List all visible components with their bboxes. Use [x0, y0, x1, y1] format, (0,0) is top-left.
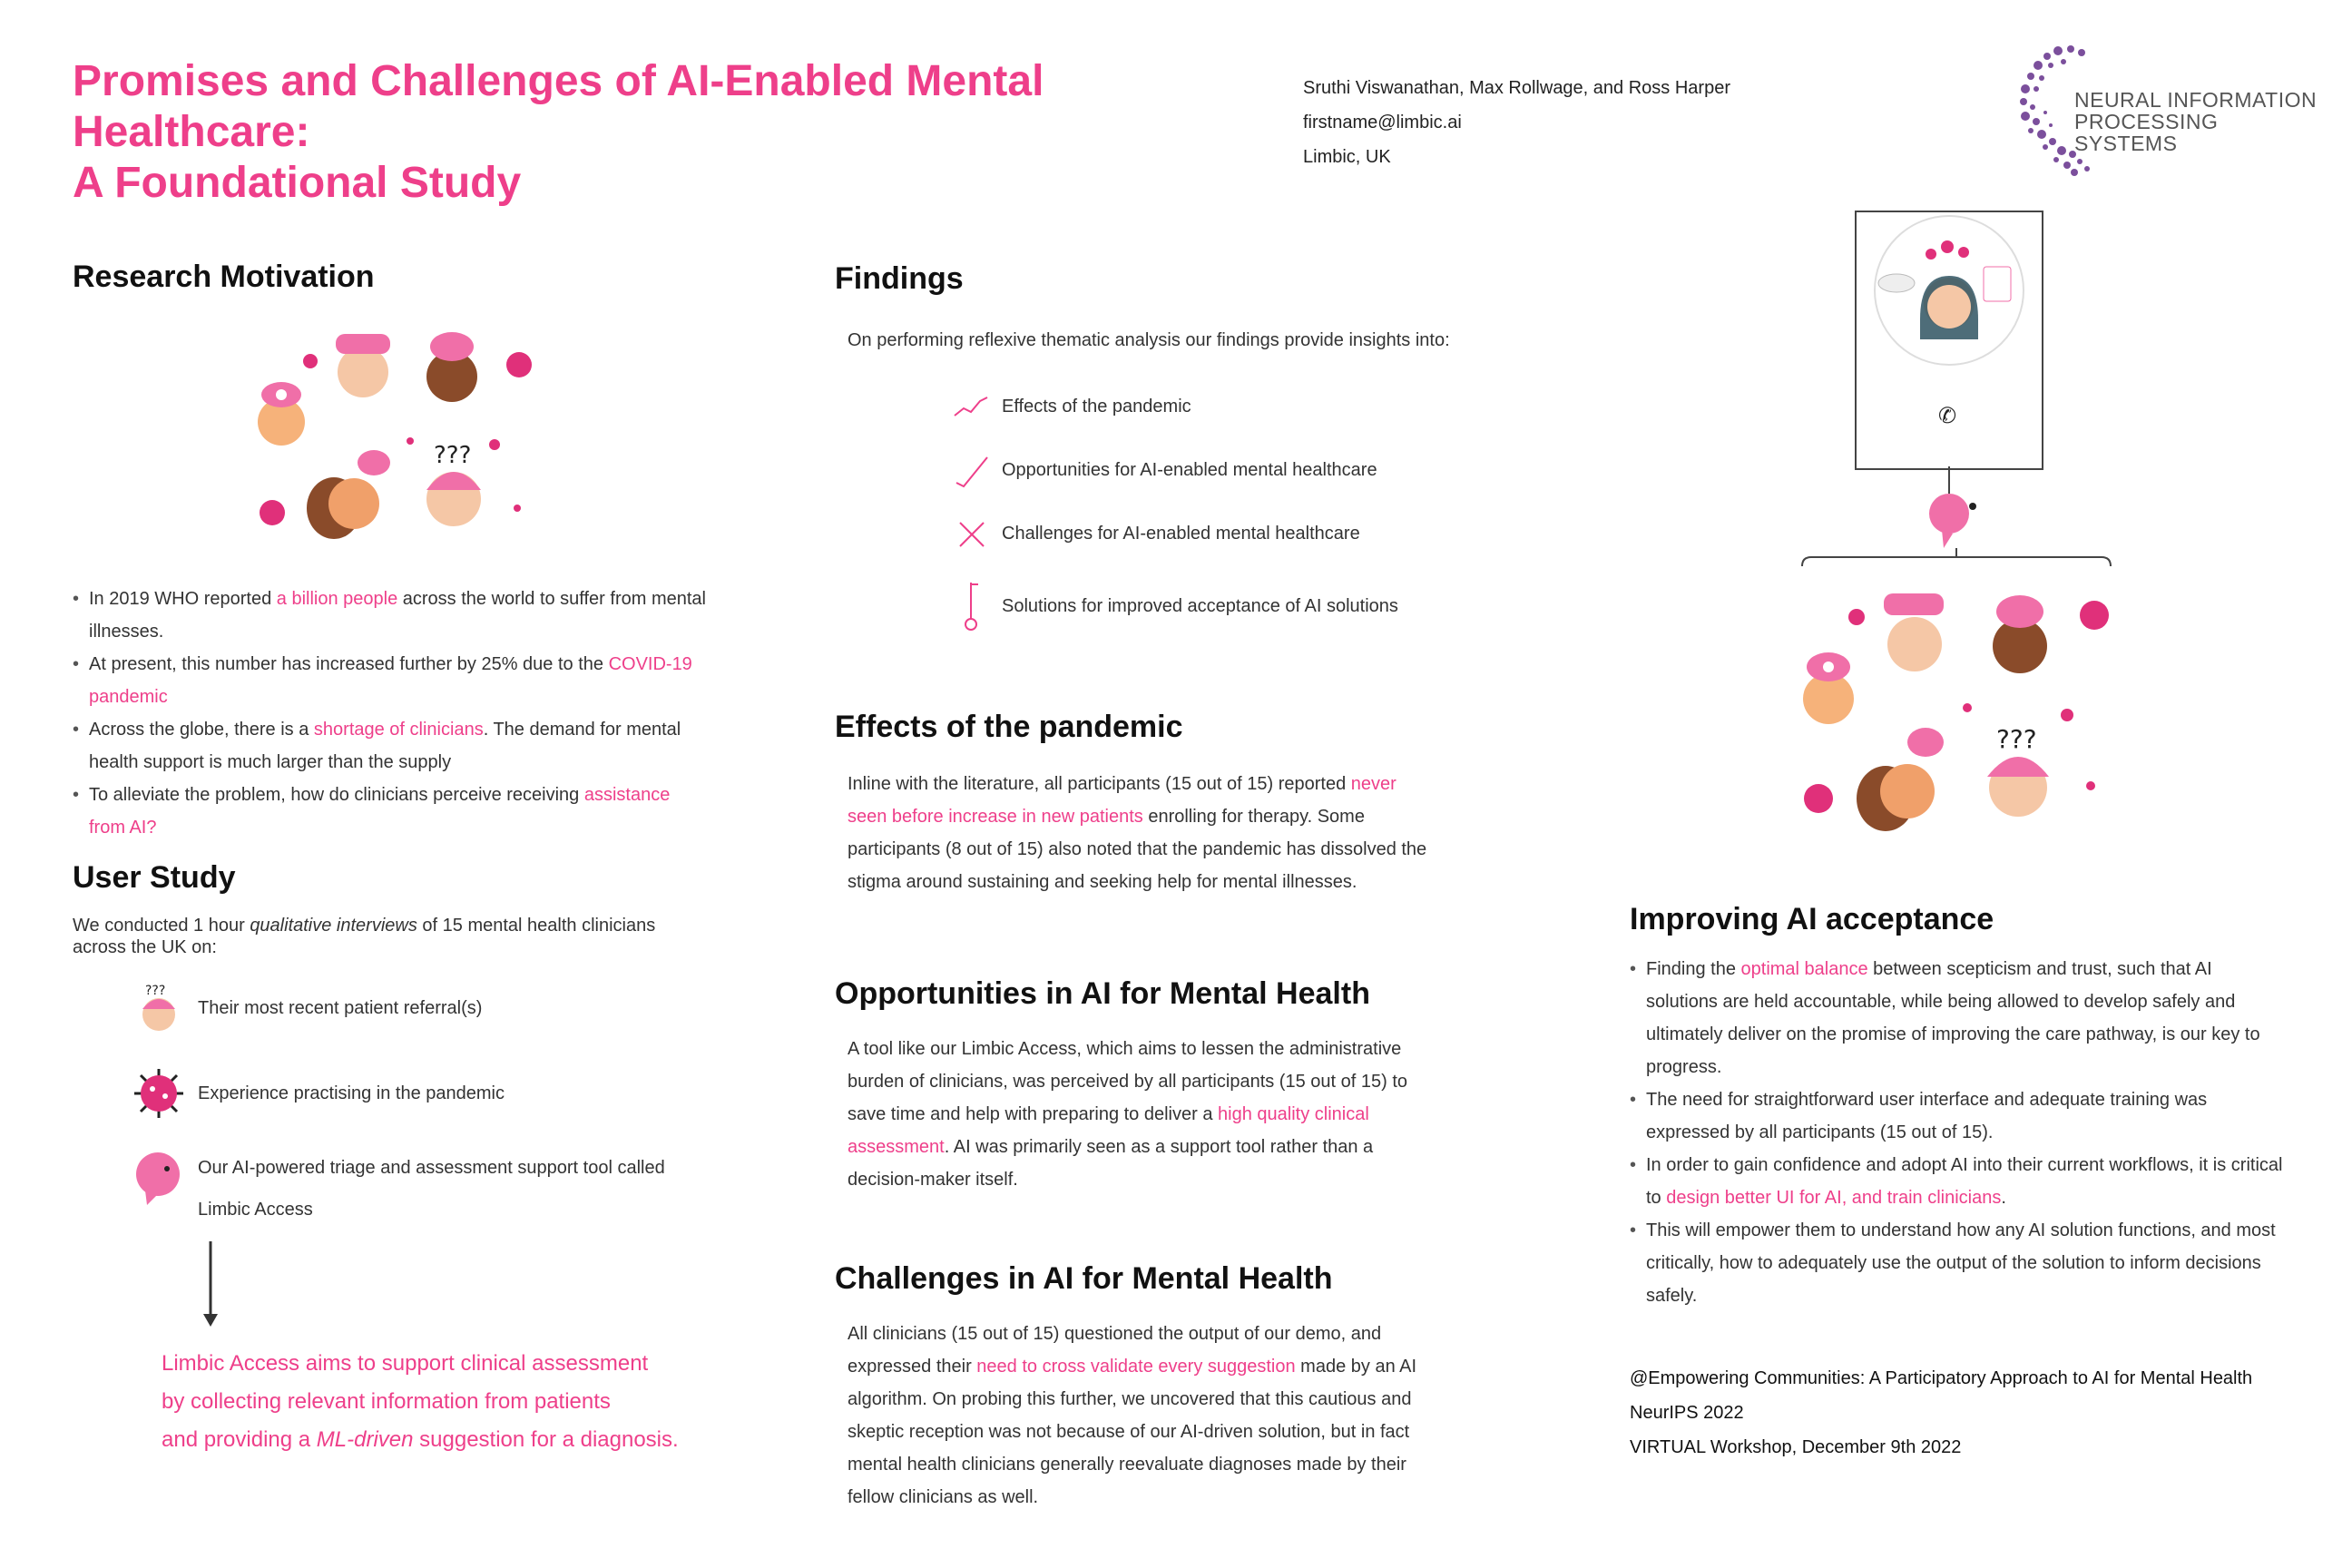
people-group-illustration-2 — [1779, 581, 2123, 835]
svg-text:???: ??? — [434, 442, 472, 469]
device-screen-art — [1857, 212, 2042, 468]
authors: Sruthi Viswanathan, Max Rollwage, and Ross Harper — [1303, 78, 1730, 98]
title-line-2: A Foundational Study — [73, 159, 522, 207]
bullet-4: • To alleviate the problem, how do clinicians perceive receiving assistance from AI? — [73, 779, 708, 844]
finding-3 — [953, 515, 1360, 552]
improving-heading: Improving AI acceptance — [1630, 902, 1994, 936]
workshop-footer — [1630, 1361, 2252, 1465]
finding-4-label: Solutions for improved acceptance of AI solutions — [1002, 595, 1398, 616]
effects-heading: Effects of the pandemic — [835, 710, 1183, 744]
improving-bullet-4: • This will empower them to understand how any AI solution functions, and most critically, how to adequately use the output of the solution to inform decisions safely. — [1630, 1214, 2283, 1312]
bullet-3: • Across the globe, there is a shortage of clinicians. The demand for mental health support is much larger than the supply — [73, 713, 708, 779]
key-icon — [953, 579, 989, 633]
challenges-body: All clinicians (15 out of 15) questioned the output of our demo, and expressed their need to cross validate every suggestion made by an AI algorithm. On probing this further, we uncovered that this cautious and skeptic reception was not because of our AI-driven solution, but in fact mental health clinicians generally reevaluate diagnoses made by their fellow clinicians as well. — [848, 1324, 1417, 1507]
findings-heading: Findings — [835, 261, 964, 296]
svg-text:???: ??? — [1996, 724, 2037, 754]
neurips-logo — [2014, 44, 2323, 180]
challenges-heading: Challenges in AI for Mental Health — [835, 1261, 1333, 1296]
improving-bullet-1: • Finding the optimal balance between scepticism and trust, such that AI solutions are held accountable, while being allowed to develop safely and ultimately deliver on the promise of improving the care pathway, is our key to progress. — [1630, 953, 2283, 1083]
people-group-illustration — [236, 327, 544, 554]
phone-device-illustration — [1855, 211, 2043, 470]
user-study-heading: User Study — [73, 860, 236, 895]
callout-line-2: by collecting relevant information from patients — [162, 1389, 611, 1414]
improving-bullet-3: • In order to gain confidence and adopt AI into their current workflows, it is critical to design better UI for AI, and train clinicians. — [1630, 1149, 2283, 1214]
limbic-access-callout — [162, 1345, 742, 1459]
person-head-a — [1803, 652, 1854, 724]
limbic-bot-icon — [1929, 494, 1969, 534]
affiliation: Limbic, UK — [1303, 147, 1391, 167]
footer-line-3: VIRTUAL Workshop, December 9th 2022 — [1630, 1437, 1962, 1457]
person-head-5 — [426, 442, 481, 526]
finding-3-label: Challenges for AI-enabled mental healthcare — [1002, 523, 1360, 544]
person-head-1 — [258, 382, 305, 446]
neurips-line-1: NEURAL INFORMATION — [2074, 88, 2318, 112]
svg-text:???: ??? — [145, 984, 166, 998]
user-study-item-1 — [127, 976, 482, 1040]
author-block — [1303, 71, 1730, 174]
user-study-item-2 — [127, 1062, 505, 1125]
footer-line-2: NeurIPS 2022 — [1630, 1403, 1744, 1423]
effects-body: Inline with the literature, all participants (15 out of 15) reported never seen before increase in new patients enrolling for therapy. Some participants (8 out of 15) also noted that the pandemic has dissolved the stigma around sustaining and seeking help for mental illnesses. — [848, 774, 1427, 892]
phone-icon: ✆ — [1938, 403, 1957, 428]
person-head-3 — [426, 332, 477, 402]
poster-title — [73, 56, 1289, 209]
user-study-item-3 — [127, 1147, 665, 1230]
callout-line-1: Limbic Access aims to support clinical assessment — [162, 1351, 649, 1376]
bullet-2: • At present, this number has increased further by 25% due to the COVID-19 pandemic — [73, 648, 708, 713]
person-head-c — [1993, 595, 2047, 673]
finding-1-label: Effects of the pandemic — [1002, 396, 1191, 416]
trend-up-icon — [953, 388, 989, 425]
cross-icon — [953, 515, 989, 552]
research-motivation-bullets — [73, 583, 708, 844]
person-head-2 — [336, 334, 390, 397]
person-head-4 — [307, 450, 390, 539]
person-head-b — [1884, 593, 1944, 671]
opportunities-body: A tool like our Limbic Access, which aims to lessen the administrative burden of clinicians, was perceived by all participants (15 out of 15) to save time and help with preparing to deliver a high quality clinical assessment. AI was primarily seen as a support tool rather than a decision-maker itself. — [848, 1039, 1408, 1190]
findings-intro: On performing reflexive thematic analysis our findings provide insights into: — [848, 330, 1450, 350]
user-study-item-3-label2: Limbic Access — [198, 1200, 313, 1220]
person-head-e — [1987, 724, 2049, 817]
person-head-d — [1857, 728, 1944, 831]
title-line-1: Promises and Challenges of AI-Enabled Mental Healthcare: — [73, 57, 1044, 156]
finding-4 — [953, 579, 1398, 633]
finding-2-label: Opportunities for AI-enabled mental healthcare — [1002, 459, 1377, 480]
email: firstname@limbic.ai — [1303, 113, 1462, 132]
bot-connector-illustration — [1793, 466, 2120, 566]
user-study-item-3-label: Our AI-powered triage and assessment support tool called — [198, 1158, 665, 1178]
improving-bullets — [1630, 953, 2283, 1312]
neurips-text — [2074, 89, 2323, 154]
virus-icon — [127, 1062, 191, 1125]
opportunities-heading: Opportunities in AI for Mental Health — [835, 976, 1370, 1011]
user-study-intro: We conducted 1 hour qualitative interviews of 15 mental health clinicians across the UK on: — [73, 916, 656, 957]
research-motivation-heading: Research Motivation — [73, 260, 375, 294]
neurips-line-2: PROCESSING SYSTEMS — [2074, 110, 2219, 155]
footer-line-1: @Empowering Communities: A Participatory Approach to AI for Mental Health — [1630, 1368, 2253, 1388]
checkmark-icon — [953, 452, 989, 488]
finding-1 — [953, 388, 1191, 425]
finding-2 — [953, 452, 1377, 488]
callout-line-3: and providing a ML-driven suggestion for a diagnosis. — [162, 1427, 679, 1452]
bullet-1: • In 2019 WHO reported a billion people across the world to suffer from mental illnesses. — [73, 583, 708, 648]
confused-person-icon — [127, 976, 191, 1040]
user-study-item-2-label: Experience practising in the pandemic — [198, 1083, 505, 1103]
user-study-item-1-label: Their most recent patient referral(s) — [198, 997, 483, 1018]
down-arrow-icon — [201, 1241, 220, 1328]
limbic-bot-icon — [127, 1147, 191, 1210]
improving-bullet-2: • The need for straightforward user interface and adequate training was expressed by all participants (15 out of 15). — [1630, 1083, 2283, 1149]
